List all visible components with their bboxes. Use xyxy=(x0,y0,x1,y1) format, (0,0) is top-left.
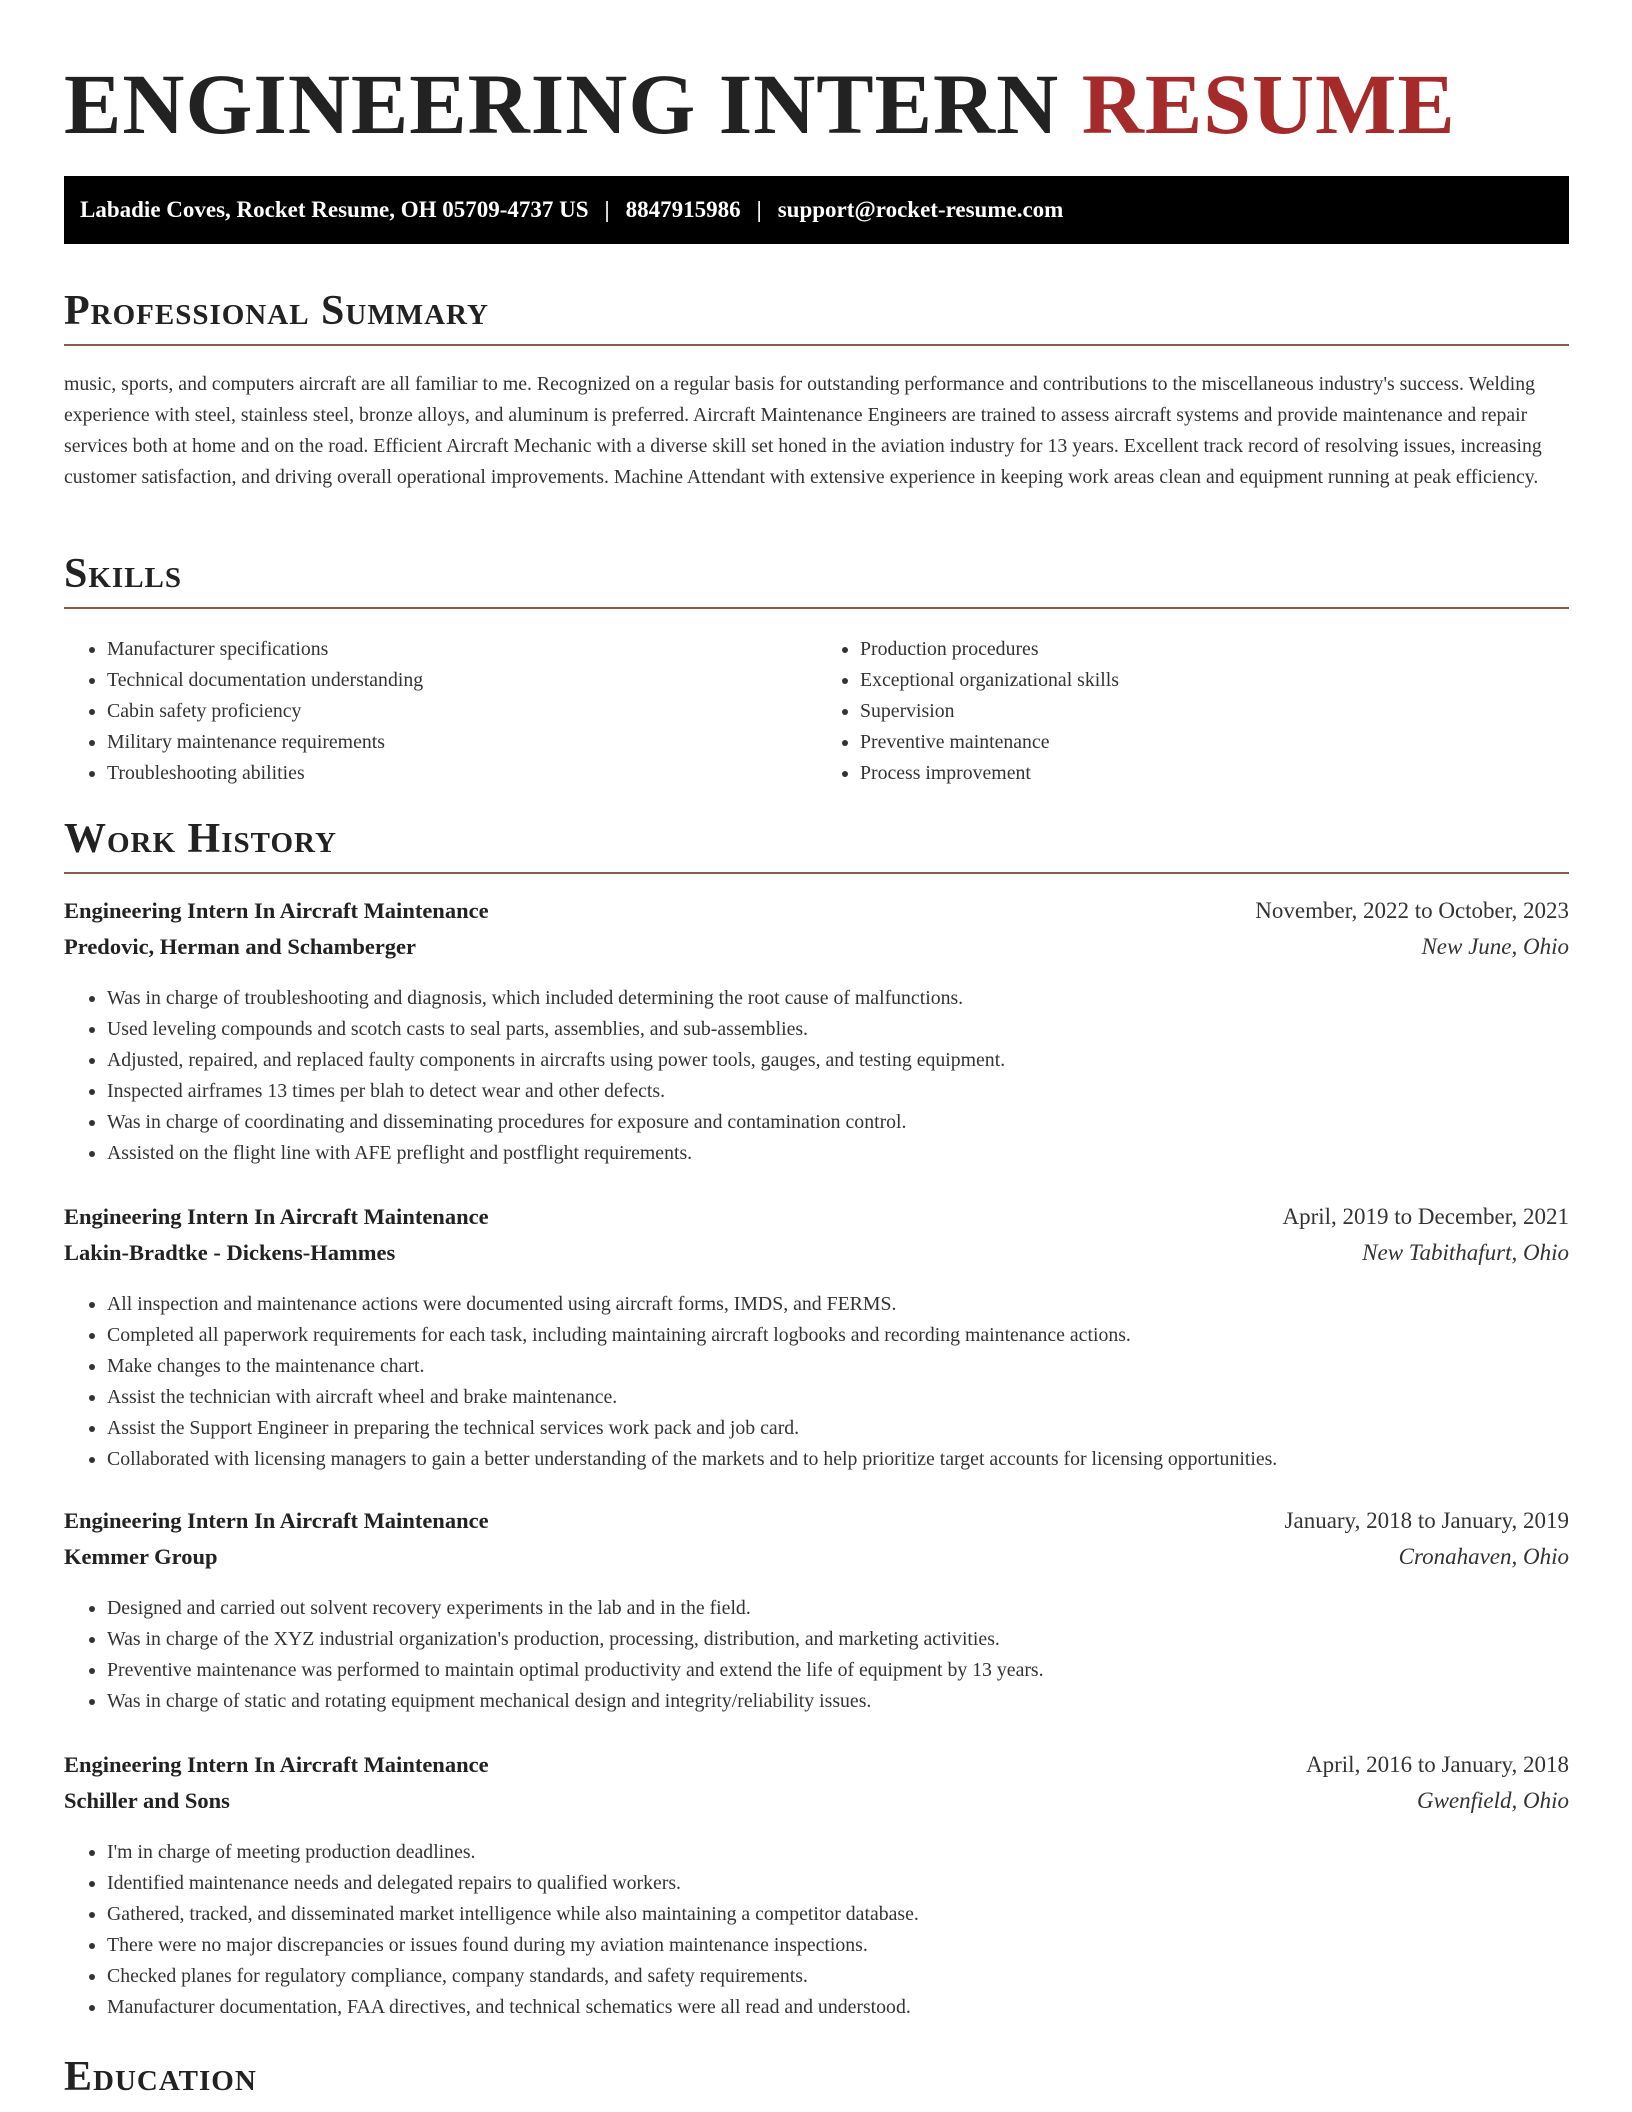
job-entry xyxy=(64,898,1569,1169)
job-bullet: • Collaborated with licensing managers to gain a better understanding of the markets and to help prioritize target accounts for licensing opportunities. xyxy=(107,1444,1569,1475)
job-company: Schiller and Sons xyxy=(64,1788,230,1813)
job-location: Gwenfield, Ohio xyxy=(1416,1788,1569,1813)
job-bullet: • Assist the Support Engineer in preparing the technical services work pack and job card. xyxy=(107,1413,1569,1444)
job-bullet: • Was in charge of troubleshooting and diagnosis, which included determining the root cause of malfunctions. xyxy=(107,983,1569,1014)
job-dates: April, 2016 to January, 2018 xyxy=(1306,1752,1569,1777)
job-dates: January, 2018 to January, 2019 xyxy=(1284,1508,1569,1533)
skills-column-right xyxy=(816,634,1569,789)
job-bullet: • Designed and carried out solvent recovery experiments in the lab and in the field. xyxy=(107,1593,1569,1624)
contact-email: support@rocket-resume.com xyxy=(777,197,1064,222)
job-bullet: • Was in charge of coordinating and disseminating procedures for exposure and contamination control. xyxy=(107,1107,1569,1138)
skill-item: • Preventive maintenance xyxy=(860,727,1569,758)
contact-separator: | xyxy=(604,197,610,222)
job-entry xyxy=(64,1204,1569,1475)
job-location: Cronahaven, Ohio xyxy=(1398,1544,1569,1569)
job-bullet: • Completed all paperwork requirements for each task, including maintaining aircraft logbooks and recording maintenance actions. xyxy=(107,1320,1569,1351)
resume-title xyxy=(64,54,1456,154)
job-bullet: • Adjusted, repaired, and replaced faulty components in aircrafts using power tools, gauges, and testing equipment. xyxy=(107,1045,1569,1076)
job-bullet: • Checked planes for regulatory compliance, company standards, and safety requirements. xyxy=(107,1961,1569,1992)
job-location: New Tabithafurt, Ohio xyxy=(1362,1240,1569,1265)
job-bullets xyxy=(64,983,1569,1169)
job-bullet: • I'm in charge of meeting production deadlines. xyxy=(107,1837,1569,1868)
skill-item: • Production procedures xyxy=(860,634,1569,665)
job-dates: November, 2022 to October, 2023 xyxy=(1255,898,1569,923)
job-company-row xyxy=(64,1544,1569,1580)
job-bullet: • Assist the technician with aircraft wheel and brake maintenance. xyxy=(107,1382,1569,1413)
section-heading-summary: Professional Summary xyxy=(64,286,1569,346)
skill-item: • Supervision xyxy=(860,696,1569,727)
job-company: Predovic, Herman and Schamberger xyxy=(64,934,417,959)
section-heading-skills: Skills xyxy=(64,549,1569,609)
summary-text: music, sports, and computers aircraft are all familiar to me. Recognized on a regular basis for outstanding performance and contributions to the miscellaneous industry's success. Welding experience with steel, stainless steel, bronze alloys, and aluminum is preferred. Aircraft Maintenance Engineers are trained to assess aircraft systems and provide maintenance and repair services both at home and on the road. Efficient Aircraft Mechanic with a diverse skill set honed in the aviation industry for 13 years. Excellent track record of resolving issues, increasing customer satisfaction, and driving overall operational improvements. Machine Attendant with extensive experience in keeping work areas clean and equipment running at peak efficiency. xyxy=(64,373,1542,488)
job-title: Engineering Intern In Aircraft Maintenance xyxy=(64,1752,489,1777)
job-bullet: • Assisted on the flight line with AFE preflight and postflight requirements. xyxy=(107,1138,1569,1169)
job-title: Engineering Intern In Aircraft Maintenance xyxy=(64,898,489,923)
skill-item: • Troubleshooting abilities xyxy=(107,758,816,789)
skill-item: • Cabin safety proficiency xyxy=(107,696,816,727)
job-bullet: • Manufacturer documentation, FAA directives, and technical schematics were all read and understood. xyxy=(107,1992,1569,2023)
skill-item: • Process improvement xyxy=(860,758,1569,789)
job-header-row xyxy=(64,1752,1569,1788)
job-bullet: • Was in charge of the XYZ industrial organization's production, processing, distribution, and marketing activities. xyxy=(107,1624,1569,1655)
section-heading-education: Education xyxy=(64,2054,257,2100)
job-bullet: • Identified maintenance needs and delegated repairs to qualified workers. xyxy=(107,1868,1569,1899)
job-dates: April, 2019 to December, 2021 xyxy=(1282,1204,1569,1229)
job-bullet: • Preventive maintenance was performed to maintain optimal productivity and extend the life of equipment by 13 years. xyxy=(107,1655,1569,1686)
contact-bar xyxy=(64,176,1569,244)
skills-column-left xyxy=(64,634,816,789)
job-header-row xyxy=(64,1508,1569,1544)
job-header-row xyxy=(64,1204,1569,1240)
job-bullets xyxy=(64,1289,1569,1475)
job-company: Kemmer Group xyxy=(64,1544,218,1569)
job-bullet: • Gathered, tracked, and disseminated market intelligence while also maintaining a competitor database. xyxy=(107,1899,1569,1930)
skill-item: • Exceptional organizational skills xyxy=(860,665,1569,696)
job-title: Engineering Intern In Aircraft Maintenance xyxy=(64,1508,489,1533)
job-bullets xyxy=(64,1837,1569,2023)
title-accent: RESUME xyxy=(1081,56,1456,152)
job-bullet: • There were no major discrepancies or issues found during my aviation maintenance inspections. xyxy=(107,1930,1569,1961)
job-company-row xyxy=(64,1788,1569,1824)
skill-item: • Technical documentation understanding xyxy=(107,665,816,696)
job-bullet: • All inspection and maintenance actions were documented using aircraft forms, IMDS, and FERMS. xyxy=(107,1289,1569,1320)
section-heading-work-history: Work History xyxy=(64,814,1569,874)
skill-item: • Military maintenance requirements xyxy=(107,727,816,758)
job-company-row xyxy=(64,1240,1569,1276)
job-bullet: • Used leveling compounds and scotch casts to seal parts, assemblies, and sub-assemblies. xyxy=(107,1014,1569,1045)
job-company-row xyxy=(64,934,1569,970)
job-bullets xyxy=(64,1593,1569,1717)
skill-item: • Manufacturer specifications xyxy=(107,634,816,665)
job-bullet: • Make changes to the maintenance chart. xyxy=(107,1351,1569,1382)
contact-phone: 8847915986 xyxy=(625,197,741,222)
job-company: Lakin-Bradtke - Dickens-Hammes xyxy=(64,1240,396,1265)
job-header-row xyxy=(64,898,1569,934)
job-entry xyxy=(64,1752,1569,2023)
job-location: New June, Ohio xyxy=(1421,934,1569,959)
contact-separator: | xyxy=(756,197,762,222)
contact-address: Labadie Coves, Rocket Resume, OH 05709-4737 US xyxy=(80,197,589,222)
title-main: ENGINEERING INTERN xyxy=(64,56,1060,152)
job-bullet: • Was in charge of static and rotating equipment mechanical design and integrity/reliability issues. xyxy=(107,1686,1569,1717)
skills-list xyxy=(64,634,1569,789)
job-title: Engineering Intern In Aircraft Maintenance xyxy=(64,1204,489,1229)
job-entry xyxy=(64,1508,1569,1717)
job-bullet: • Inspected airframes 13 times per blah to detect wear and other defects. xyxy=(107,1076,1569,1107)
